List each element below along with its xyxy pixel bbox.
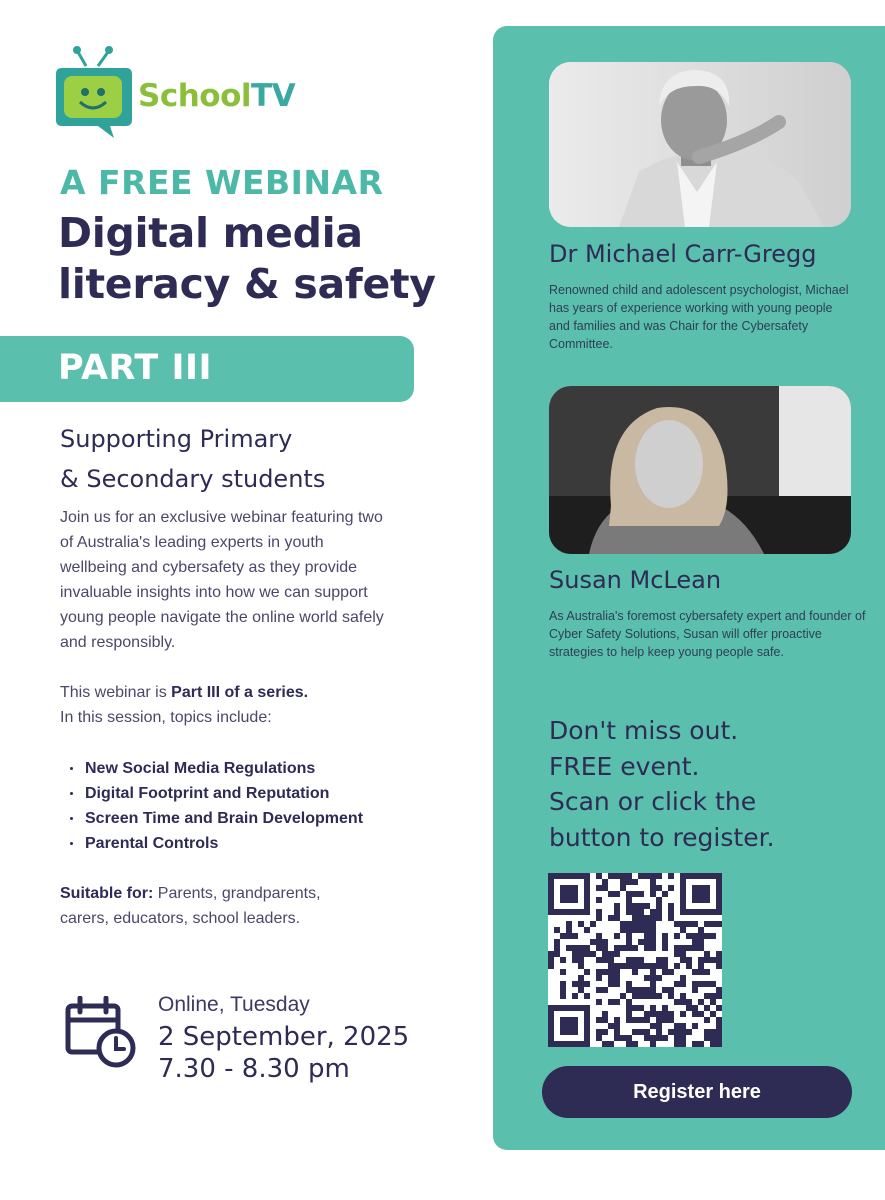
speaker-bio: Renowned child and adolescent psychologist, Michael has years of experience working with young people and families and was Chair for the Cybersafety Committee. — [549, 283, 849, 351]
cta-text — [549, 713, 869, 855]
part-label: PART III — [58, 348, 213, 388]
suitable-label: Suitable for: — [60, 885, 154, 902]
page-title — [58, 208, 478, 310]
cta-line: button to register. — [549, 822, 775, 852]
eyebrow-label: A FREE WEBINAR — [60, 163, 384, 202]
subtitle-line-2: & Secondary students — [60, 465, 326, 493]
event-time: 7.30 - 8.30 pm — [158, 1054, 350, 1084]
speaker-bio: As Australia's foremost cybersafety expert and founder of Cyber Safety Solutions, Susan will offer proactive strategies to help keep young people safe. — [549, 609, 866, 659]
subtitle — [60, 419, 440, 499]
cta-line: Don't miss out. — [549, 716, 739, 745]
event-date: 2 September, 2025 — [158, 1022, 410, 1052]
speaker-photo-susan — [549, 386, 851, 554]
event-day: Online, Tuesday — [158, 993, 310, 1016]
logo-wordmark-school: School — [138, 78, 251, 114]
tv-mascot-icon — [56, 46, 132, 138]
topic-item: Parental Controls — [60, 831, 363, 856]
suitable-text: Parents, grandparents, carers, educators, school leaders. — [60, 885, 321, 927]
title-line-1: Digital media — [58, 209, 363, 257]
series-info — [60, 680, 400, 730]
qr-code-icon[interactable] — [548, 873, 722, 1047]
calendar-clock-icon — [64, 996, 138, 1070]
suitable-for — [60, 881, 350, 931]
topic-item: Digital Footprint and Reputation — [60, 781, 363, 806]
intro-paragraph: Join us for an exclusive webinar featuring two of Australia's leading experts in youth wellbeing and cybersafety as they provide invaluable insights into how we can support young people navigate the online world safely and responsibly. — [60, 509, 384, 651]
speaker-photo-michael — [549, 62, 851, 227]
subtitle-line-1: Supporting Primary — [60, 425, 293, 453]
speaker-name: Dr Michael Carr-Gregg — [549, 240, 817, 268]
cta-line: Scan or click the — [549, 787, 757, 816]
cta-line: FREE event. — [549, 751, 700, 781]
title-line-2: literacy & safety — [58, 260, 436, 308]
series-bold: Part III of a series. — [171, 684, 309, 701]
series-line-2: In this session, topics include: — [60, 709, 272, 726]
logo-wordmark — [138, 78, 295, 114]
speaker-name: Susan McLean — [549, 566, 722, 594]
series-prefix: This webinar is — [60, 684, 172, 701]
topic-item: Screen Time and Brain Development — [60, 806, 363, 831]
topic-item: New Social Media Regulations — [60, 756, 363, 781]
topics-list — [60, 756, 363, 856]
register-button[interactable]: Register here — [542, 1066, 852, 1118]
logo-wordmark-tv: TV — [251, 78, 296, 114]
